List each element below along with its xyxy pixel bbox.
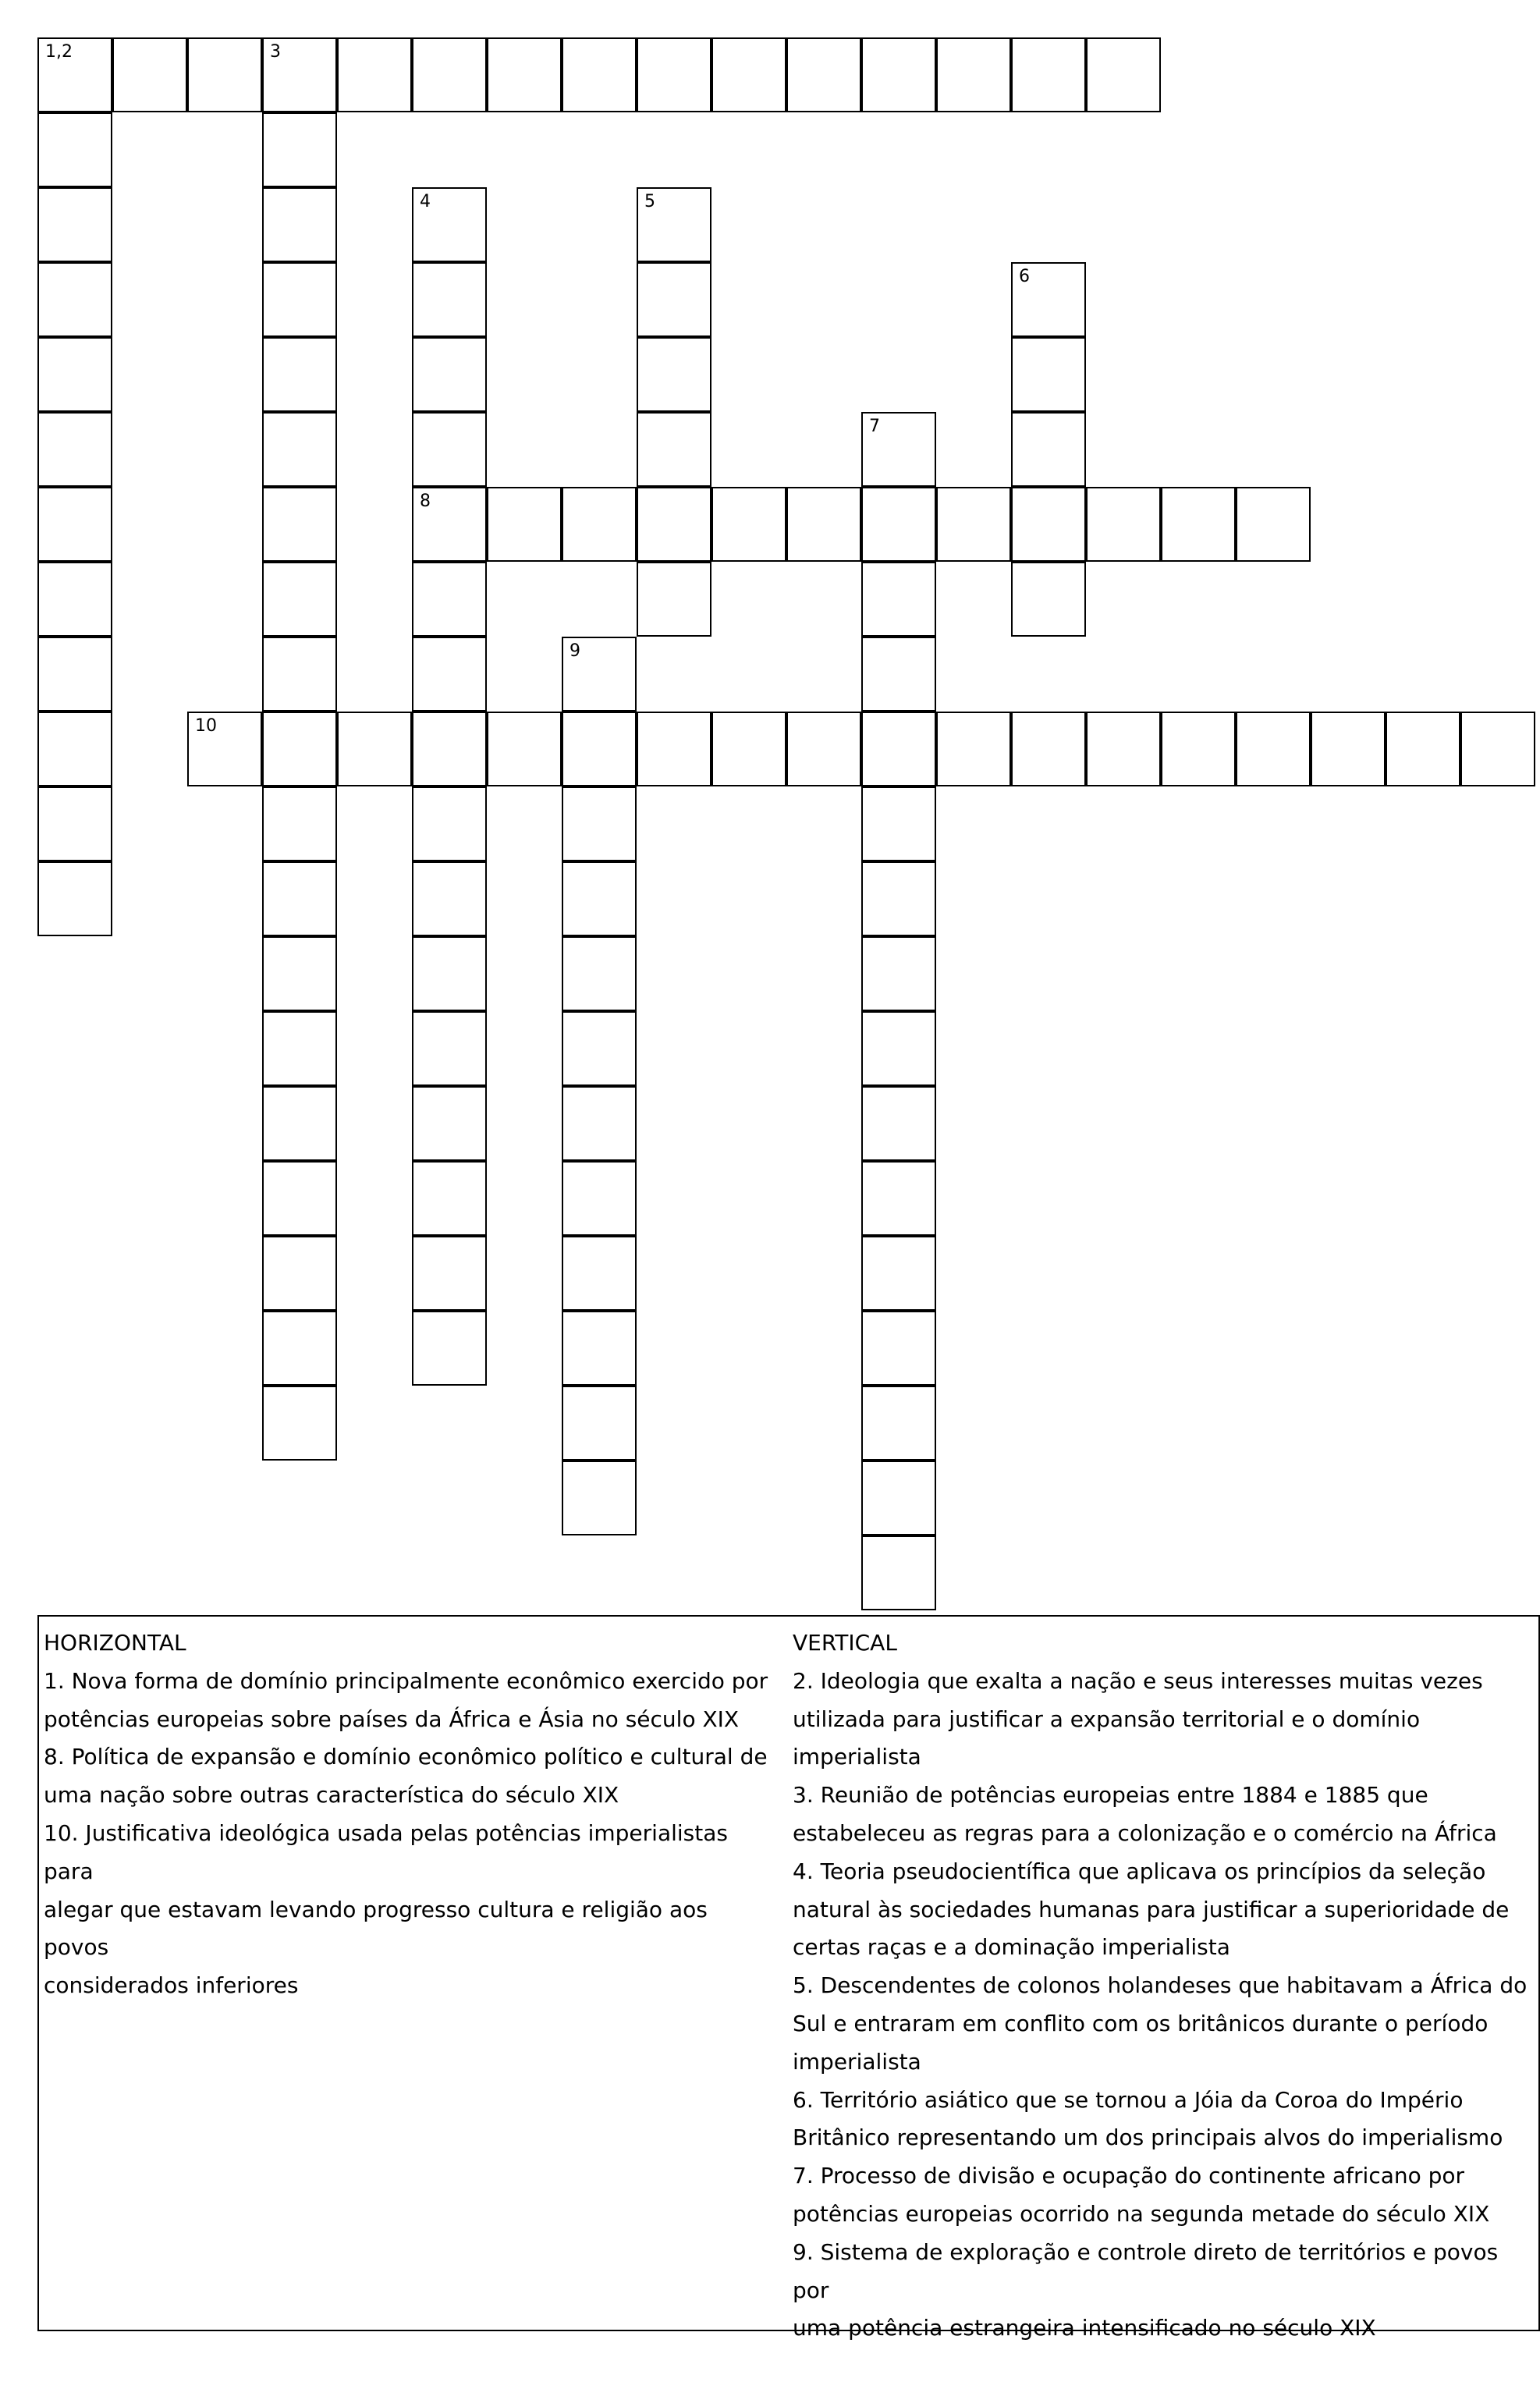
crossword-cell[interactable]	[861, 1535, 936, 1610]
crossword-cell[interactable]	[1011, 487, 1086, 562]
crossword-cell[interactable]	[711, 487, 786, 562]
clue-number: 8	[420, 492, 431, 511]
crossword-cell[interactable]	[412, 187, 487, 262]
crossword-cell[interactable]	[936, 487, 1011, 562]
crossword-cell[interactable]	[861, 1236, 936, 1311]
clue-line: natural às sociedades humanas para justificar a superioridade de	[793, 1896, 1510, 1922]
crossword-cell[interactable]	[861, 412, 936, 487]
crossword-cell[interactable]	[861, 562, 936, 637]
crossword-cell[interactable]	[1086, 712, 1161, 786]
crossword-cell[interactable]	[262, 1161, 337, 1236]
clue-line: 1. Nova forma de domínio principalmente econômico exercido por	[44, 1667, 768, 1694]
crossword-cell[interactable]	[1086, 37, 1161, 112]
crossword-cell[interactable]	[1011, 37, 1086, 112]
crossword-cell[interactable]	[37, 562, 112, 637]
clue-number: 10	[195, 716, 217, 736]
clue-line: potências europeias sobre países da África e Ásia no século XIX	[44, 1706, 740, 1732]
crossword-cell[interactable]	[936, 37, 1011, 112]
clue-line: 8. Política de expansão e domínio econômico político e cultural de	[44, 1744, 768, 1770]
crossword-cell[interactable]	[562, 861, 637, 936]
crossword-cell[interactable]	[562, 1386, 637, 1461]
crossword-cell[interactable]	[562, 487, 637, 562]
crossword-cell[interactable]	[262, 861, 337, 936]
crossword-cell[interactable]	[861, 1386, 936, 1461]
crossword-cell[interactable]	[412, 562, 487, 637]
crossword-cell[interactable]	[487, 487, 562, 562]
clue-line: considerados inferiores	[44, 1972, 299, 1999]
clue-line: utilizada para justificar a expansão territorial e o domínio	[793, 1706, 1421, 1732]
crossword-cell[interactable]	[786, 37, 861, 112]
crossword-cell[interactable]	[1011, 712, 1086, 786]
crossword-cell[interactable]	[861, 37, 936, 112]
clue-number: 3	[270, 42, 281, 62]
crossword-cell[interactable]	[637, 187, 711, 262]
crossword-cell[interactable]	[637, 487, 711, 562]
crossword-cell[interactable]	[412, 337, 487, 412]
clue-number: 1,2	[45, 42, 73, 62]
clue-line: imperialista	[793, 1744, 921, 1770]
crossword-cell[interactable]	[262, 786, 337, 861]
crossword-cell[interactable]	[262, 1386, 337, 1461]
crossword-cell[interactable]	[1011, 337, 1086, 412]
crossword-cell[interactable]	[337, 37, 412, 112]
crossword-cell[interactable]	[562, 1311, 637, 1386]
vertical-clues	[793, 1624, 1534, 2348]
clue-line: 4. Teoria pseudocientífica que aplicava os princípios da seleção	[793, 1858, 1486, 1884]
crossword-cell[interactable]	[861, 1461, 936, 1535]
crossword-cell[interactable]	[861, 1161, 936, 1236]
crossword-cell[interactable]	[262, 187, 337, 262]
crossword-cell[interactable]	[412, 37, 487, 112]
clue-line: potências europeias ocorrido na segunda metade do século XIX	[793, 2200, 1490, 2227]
crossword-cell[interactable]	[412, 861, 487, 936]
clue-line: uma nação sobre outras característica do século XIX	[44, 1782, 619, 1809]
crossword-cell[interactable]	[262, 562, 337, 637]
crossword-cell[interactable]	[262, 936, 337, 1011]
clue-line: 3. Reunião de potências europeias entre 1884 e 1885 que	[793, 1782, 1428, 1809]
crossword-cell[interactable]	[412, 1011, 487, 1086]
clue-line: alegar que estavam levando progresso cultura e religião aos povos	[44, 1896, 708, 1961]
vertical-heading: VERTICAL	[793, 1630, 897, 1656]
clue-line: 7. Processo de divisão e ocupação do continente africano por	[793, 2163, 1465, 2189]
crossword-cell[interactable]	[1236, 487, 1311, 562]
clue-line: certas raças e a dominação imperialista	[793, 1934, 1230, 1961]
horizontal-clues	[44, 1624, 769, 2005]
clue-line: Sul e entraram em conflito com os britânicos durante o período	[793, 2010, 1489, 2036]
crossword-cell[interactable]	[412, 712, 487, 786]
crossword-cell[interactable]	[786, 712, 861, 786]
crossword-cell[interactable]	[562, 712, 637, 786]
crossword-cell[interactable]	[861, 1011, 936, 1086]
crossword-cell[interactable]	[637, 412, 711, 487]
crossword-cell[interactable]	[562, 1161, 637, 1236]
clue-line: 5. Descendentes de colonos holandeses que habitavam a África do	[793, 1972, 1528, 1999]
crossword-cell[interactable]	[412, 412, 487, 487]
crossword-cell[interactable]	[637, 337, 711, 412]
crossword-cell[interactable]	[37, 712, 112, 786]
clue-line: imperialista	[793, 2048, 921, 2075]
clue-number: 5	[644, 192, 655, 211]
crossword-cell[interactable]	[262, 412, 337, 487]
crossword-cell[interactable]	[562, 637, 637, 712]
crossword-cell[interactable]	[861, 487, 936, 562]
crossword-cell[interactable]	[37, 337, 112, 412]
crossword-cell[interactable]	[412, 262, 487, 337]
clue-number: 9	[570, 641, 580, 661]
crossword-cell[interactable]	[412, 786, 487, 861]
crossword-cell[interactable]	[1086, 487, 1161, 562]
crossword-cell[interactable]	[412, 1086, 487, 1161]
clue-number: 4	[420, 192, 431, 211]
crossword-cell[interactable]	[1386, 712, 1460, 786]
clue-line: 9. Sistema de exploração e controle direto de territórios e povos por	[793, 2238, 1499, 2303]
clue-line: 2. Ideologia que exalta a nação e seus interesses muitas vezes	[793, 1667, 1483, 1694]
clues-box	[37, 1615, 1540, 2341]
crossword-cell[interactable]	[487, 712, 562, 786]
crossword-cell[interactable]	[37, 861, 112, 936]
crossword-cell[interactable]	[562, 1011, 637, 1086]
crossword-cell[interactable]	[711, 37, 786, 112]
crossword-cell[interactable]	[637, 262, 711, 337]
clue-number: 7	[869, 417, 880, 436]
crossword-cell[interactable]	[412, 1311, 487, 1386]
crossword-cell[interactable]	[262, 637, 337, 712]
crossword-cell[interactable]	[637, 562, 711, 637]
crossword-cell[interactable]	[37, 187, 112, 262]
crossword-cell[interactable]	[37, 487, 112, 562]
crossword-cell[interactable]	[637, 712, 711, 786]
crossword-cell[interactable]	[861, 1311, 936, 1386]
crossword-cell[interactable]	[262, 37, 337, 112]
horizontal-heading: HORIZONTAL	[44, 1630, 186, 1656]
crossword-cell[interactable]	[562, 1236, 637, 1311]
crossword-cell[interactable]	[412, 487, 487, 562]
crossword-cell[interactable]	[1011, 262, 1086, 337]
crossword-cell[interactable]	[412, 1161, 487, 1236]
clue-line: 10. Justificativa ideológica usada pelas potências imperialistas para	[44, 1819, 728, 1884]
crossword-cell[interactable]	[1011, 412, 1086, 487]
clue-line: Britânico representando um dos principais alvos do imperialismo	[793, 2125, 1503, 2151]
clue-line: 6. Território asiático que se tornou a Jóia da Coroa do Império	[793, 2086, 1464, 2113]
crossword-cell[interactable]	[786, 487, 861, 562]
crossword-cell[interactable]	[1311, 712, 1386, 786]
crossword-cell[interactable]	[262, 1011, 337, 1086]
crossword-cell[interactable]	[711, 712, 786, 786]
crossword-cell[interactable]	[262, 487, 337, 562]
crossword-cell[interactable]	[936, 712, 1011, 786]
crossword-cell[interactable]	[1011, 562, 1086, 637]
crossword-cell[interactable]	[262, 262, 337, 337]
clue-line: estabeleceu as regras para a colonização e o comércio na África	[793, 1819, 1497, 1846]
crossword-cell[interactable]	[412, 637, 487, 712]
clue-number: 6	[1019, 267, 1030, 286]
crossword-cell[interactable]	[37, 262, 112, 337]
crossword-cell[interactable]	[37, 637, 112, 712]
crossword-cell[interactable]	[37, 37, 112, 112]
crossword-cell[interactable]	[861, 712, 936, 786]
crossword-cell[interactable]	[37, 112, 112, 187]
crossword-cell[interactable]	[412, 936, 487, 1011]
crossword-cell[interactable]	[412, 1236, 487, 1311]
crossword-cell[interactable]	[562, 1461, 637, 1535]
crossword-cell[interactable]	[562, 37, 637, 112]
crossword-cell[interactable]	[112, 37, 187, 112]
crossword-cell[interactable]	[1236, 712, 1311, 786]
crossword-cell[interactable]	[861, 637, 936, 712]
crossword-cell[interactable]	[37, 786, 112, 861]
crossword-cell[interactable]	[187, 37, 262, 112]
clue-line: uma potência estrangeira intensificado no século XIX	[793, 2315, 1376, 2341]
crossword-cell[interactable]	[262, 112, 337, 187]
crossword-cell[interactable]	[861, 1086, 936, 1161]
crossword-cell[interactable]	[262, 1311, 337, 1386]
crossword-cell[interactable]	[861, 861, 936, 936]
crossword-cell[interactable]	[637, 37, 711, 112]
crossword-cell[interactable]	[861, 786, 936, 861]
crossword-cell[interactable]	[37, 412, 112, 487]
crossword-cell[interactable]	[487, 37, 562, 112]
crossword-cell[interactable]	[187, 712, 262, 786]
crossword-cell[interactable]	[262, 337, 337, 412]
crossword-cell[interactable]	[1460, 712, 1535, 786]
crossword-cell[interactable]	[1161, 712, 1236, 786]
crossword-cell[interactable]	[562, 786, 637, 861]
crossword-cell[interactable]	[562, 936, 637, 1011]
crossword-cell[interactable]	[262, 1236, 337, 1311]
crossword-cell[interactable]	[1161, 487, 1236, 562]
crossword-cell[interactable]	[861, 936, 936, 1011]
crossword-cell[interactable]	[262, 712, 337, 786]
crossword-cell[interactable]	[262, 1086, 337, 1161]
crossword-cell[interactable]	[562, 1086, 637, 1161]
crossword-cell[interactable]	[337, 712, 412, 786]
